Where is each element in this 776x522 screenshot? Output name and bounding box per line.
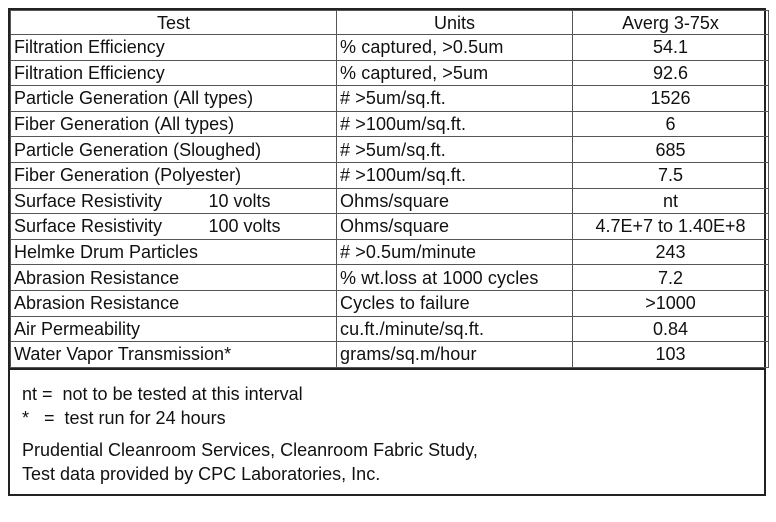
test-name-cell: Filtration Efficiency	[11, 35, 337, 61]
value-cell: 54.1	[573, 35, 769, 61]
value-cell: 1526	[573, 86, 769, 112]
legend-line: * = test run for 24 hours	[22, 407, 226, 428]
units-cell: # >100um/sq.ft.	[337, 162, 573, 188]
table-row	[11, 111, 769, 137]
table-row	[11, 290, 769, 316]
value-cell: >1000	[573, 290, 769, 316]
test-name-cell: Water Vapor Transmission*	[11, 342, 337, 368]
test-qualifier-cell: 10 volts	[209, 188, 337, 214]
value-cell: 0.84	[573, 316, 769, 342]
value-cell: 92.6	[573, 60, 769, 86]
test-name-cell: Surface Resistivity	[11, 188, 209, 214]
table-row	[11, 342, 769, 368]
table-body	[11, 35, 769, 368]
table-row	[11, 162, 769, 188]
units-cell: # >5um/sq.ft.	[337, 86, 573, 112]
table-row	[11, 60, 769, 86]
value-cell: 685	[573, 137, 769, 163]
table-row	[11, 265, 769, 291]
test-data-document	[8, 8, 766, 496]
test-name-cell: Abrasion Resistance	[11, 265, 337, 291]
source-line: Test data provided by CPC Laboratories, Inc.	[22, 463, 381, 484]
units-cell: Ohms/square	[337, 188, 573, 214]
units-cell: cu.ft./minute/sq.ft.	[337, 316, 573, 342]
test-qualifier-cell: 100 volts	[209, 214, 337, 240]
header-units: Units	[337, 11, 573, 35]
table-row	[11, 316, 769, 342]
test-results-table	[10, 10, 769, 368]
header-test: Test	[11, 11, 337, 35]
test-name-cell: Particle Generation (Sloughed)	[11, 137, 337, 163]
units-cell: % captured, >0.5um	[337, 35, 573, 61]
test-name-cell: Fiber Generation (All types)	[11, 111, 337, 137]
test-name-cell: Helmke Drum Particles	[11, 239, 337, 265]
source-line: Prudential Cleanroom Services, Cleanroom Fabric Study,	[22, 439, 478, 460]
test-name-cell: Filtration Efficiency	[11, 60, 337, 86]
legend-block	[22, 382, 764, 430]
table-row	[11, 188, 769, 214]
units-cell: # >0.5um/minute	[337, 239, 573, 265]
legend-line: nt = not to be tested at this interval	[22, 383, 303, 404]
value-cell: nt	[573, 188, 769, 214]
test-name-cell: Abrasion Resistance	[11, 290, 337, 316]
units-cell: Ohms/square	[337, 214, 573, 240]
units-cell: Cycles to failure	[337, 290, 573, 316]
value-cell: 6	[573, 111, 769, 137]
value-cell: 7.5	[573, 162, 769, 188]
units-cell: % wt.loss at 1000 cycles	[337, 265, 573, 291]
units-cell: # >100um/sq.ft.	[337, 111, 573, 137]
test-name-cell: Surface Resistivity	[11, 214, 209, 240]
value-cell: 243	[573, 239, 769, 265]
test-name-cell: Air Permeability	[11, 316, 337, 342]
test-name-cell: Particle Generation (All types)	[11, 86, 337, 112]
table-row	[11, 86, 769, 112]
value-cell: 7.2	[573, 265, 769, 291]
value-cell: 4.7E+7 to 1.40E+8	[573, 214, 769, 240]
units-cell: grams/sq.m/hour	[337, 342, 573, 368]
table-row	[11, 239, 769, 265]
test-name-cell: Fiber Generation (Polyester)	[11, 162, 337, 188]
table-row	[11, 137, 769, 163]
notes-section	[10, 368, 764, 494]
units-cell: # >5um/sq.ft.	[337, 137, 573, 163]
units-cell: % captured, >5um	[337, 60, 573, 86]
table-row	[11, 35, 769, 61]
value-cell: 103	[573, 342, 769, 368]
source-block	[22, 438, 764, 486]
header-value: Averg 3-75x	[573, 11, 769, 35]
table-row	[11, 214, 769, 240]
table-header-row	[11, 11, 769, 35]
